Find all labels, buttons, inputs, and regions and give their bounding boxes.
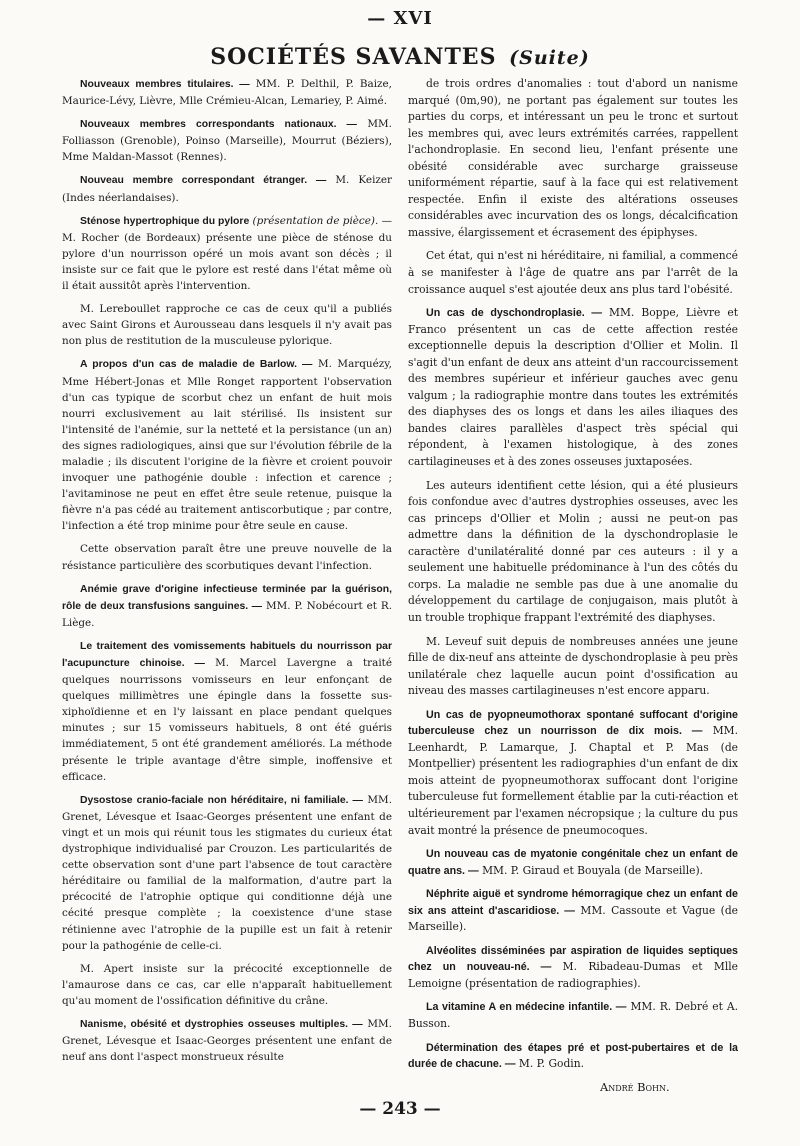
paragraph xyxy=(408,305,738,470)
entry-text: MM. Cassoute et Vague (de Marseille). xyxy=(408,903,738,934)
paragraph xyxy=(62,116,392,165)
paragraph xyxy=(408,943,738,993)
folio: — XVI xyxy=(367,8,433,29)
entry-text: MM. Grenet, Lévesque et Isaac-Georges présentent une enfant de vingt et un mois qui réunit tous les stigmates du curieux état dystrophique individualisé par Crouzon. Les particularités de cette observation sont d'une part l'absence de tout caractère héréditaire ou familial de la malformation, d'autre part la précocité de l'atrophie optique qui conditionne déjà une cécité presque complète ; la coexistence d'une stase rétinienne avec l'atrophie de la pupille est un fait à retenir pour la pathogénie de celle-ci. xyxy=(62,793,392,952)
paragraph xyxy=(62,581,392,631)
entry-text: M. Lereboullet rapproche ce cas de ceux qu'il a publiés avec Saint Girons et Aurousseau dans lesquels il n'y avait pas non plus de restitution de la musculeuse pylorique. xyxy=(62,303,392,348)
paragraph xyxy=(62,213,392,294)
entry-text: Cet état, qui n'est ni héréditaire, ni familial, a commencé à se manifester à l'âge de quatre ans par l'arrêt de la croissance auquel s'est ajoutée deux ans plus tard l'obésité. xyxy=(408,249,738,296)
right-column xyxy=(408,76,738,1082)
entry-heading: Un cas de dyschondroplasie. — xyxy=(426,307,603,320)
entry-text: Les auteurs identifient cette lésion, qui a été plusieurs fois confondue avec d'autres dystrophies osseuses, avec les cas princeps d'Ollier et Molin ; aussi ne peut-on pas admettre dans la définition de la dyschondroplasie le caractère d'unilatéralité donné par ces auteurs : il y a seulement une habituelle prédominance à l'un des côtés du corps. La maladie ne semble pas due à une anomalie du développement du cartilage de conjugaison, mais plutôt à un trouble trophique frappant l'extrémité des diaphyses. xyxy=(408,478,738,624)
entry-heading: Nouveaux membres correspondants nationaux. — xyxy=(80,119,357,131)
paragraph xyxy=(62,76,392,109)
paragraph xyxy=(408,846,738,879)
entry-heading: Nouveau membre correspondant étranger. — xyxy=(80,175,327,187)
entry-text: MM. Grenet, Lévesque et Isaac-Georges présentent une enfant de neuf ans dont l'aspect monstrueux résulte xyxy=(62,1017,392,1064)
entry-heading: Nanisme, obésité et dystrophies osseuses multiples. — xyxy=(80,1018,363,1030)
entry-heading: Un nouveau cas de myatonie congénitale chez un enfant de quatre ans. — xyxy=(408,848,738,877)
entry-heading: Néphrite aiguë et syndrome hémorragique chez un enfant de six ans atteint d'ascaridiose. — xyxy=(408,888,738,917)
paragraph xyxy=(408,1040,738,1073)
page-number: — 243 — xyxy=(359,1099,441,1119)
entry-text: de trois ordres d'anomalies : tout d'abord un nanisme marqué (0m,90), ne portant pas également sur toutes les parties du corps, et intéressant un peu le tronc et surtout les membres qui, avec leurs extrémités carrées, rappellent l'achondroplasie. En second lieu, l'enfant présente une obésité considérable avec surcharge graisseuse uniformément répartie, sauf à la face qui est relativement respectée. Enfin il existe des altérations osseuses considérables avec incurvation des os longs, décalcification massive, élargissement et écrasement des épiphyses. xyxy=(408,77,738,239)
paragraph xyxy=(408,478,738,627)
paragraph xyxy=(408,707,738,839)
entry-heading: La vitamine A en médecine infantile. — xyxy=(426,1001,627,1014)
entry-text: M. Keizer (Indes néerlandaises). xyxy=(62,174,392,204)
entry-text: M. Leveuf suit depuis de nombreuses années une jeune fille de dix-neuf ans atteinte de dyschondroplasie à peu près unilatérale chez laquelle aucun point d'ossification au niveau des masses cartilagineuses n'est encore apparu. xyxy=(408,634,738,698)
author-signature: André Bohn. xyxy=(600,1080,670,1094)
entry-heading: Détermination des étapes pré et post-pubertaires et de la durée de chacune. — xyxy=(408,1041,738,1071)
entry-text: M. Apert insiste sur la précocité exceptionnelle de l'amaurose dans ce cas, car elle n'apparaît habituellement qu'au moment de l'ossification définitive du crâne. xyxy=(62,962,392,1007)
paragraph xyxy=(62,792,392,954)
paragraph xyxy=(62,638,392,785)
paragraph xyxy=(408,999,738,1032)
entry-heading: Dysostose cranio-faciale non héréditaire, ni familiale. — xyxy=(80,794,363,806)
entry-heading: Alvéolites disséminées par aspiration de liquides septiques chez un nouveau-né. — xyxy=(408,944,738,974)
entry-text: MM. P. Delthil, P. Baize, Maurice-Lévy, Lièvre, Mlle Crémieu-Alcan, Lemariey, P. Aimé. xyxy=(62,78,392,108)
entry-heading: A propos d'un cas de maladie de Barlow. — xyxy=(80,359,313,371)
entry-text: M. Marquézy, Mme Hébert-Jonas et Mlle Ronget rapportent l'observation d'un cas typique de scorbut chez un enfant de huit mois nourri exclusivement au lait stérilisé. Ils insistent sur l'intensité de l'anémie, sur la netteté et la persistance (un an) des signes radiologiques, ainsi que sur l'évolution fébrile de la maladie ; ils discutent l'origine de la fièvre et croient pouvoir invoquer une pathogénie double : infection et carence ; l'avitaminose ne peut en effet être seule retenue, puisque la fièvre n'a pas cédé au traitement antiscorbutique ; par contre, l'infection a été trop minime pour être seule en cause. xyxy=(62,358,392,533)
paragraph xyxy=(62,961,392,1009)
entry-text: MM. Boppe, Lièvre et Franco présentent un cas de cette affection restée exceptionnelle depuis la description d'Ollier et Molin. Il s'agit d'un enfant de deux ans atteint d'un raccourcissement des membres supérieur et inférieur gauches avec genu valgum ; la radiographie montre dans toutes les extrémités des diaphyses des os longs et dans les ailes iliaques des bandes claires parallèles d'aspect très spécial qui répondent, à l'examen histologique, à des zones cartilagineuses et à des zones osseuses juxtaposées. xyxy=(408,306,738,469)
entry-text: Cette observation paraît être une preuve nouvelle de la résistance particulière des scorbutiques devant l'infection. xyxy=(62,543,392,572)
entry-heading: Anémie grave d'origine infectieuse terminée par la guérison, rôle de deux transfusions sanguines. — xyxy=(62,583,392,612)
entry-text: MM. P. Giraud et Bouyala (de Marseille). xyxy=(478,863,704,877)
entry-note: (présentation de pièce). xyxy=(249,214,379,227)
paragraph xyxy=(408,634,738,700)
paragraph xyxy=(62,172,392,205)
entry-heading: Nouveaux membres titulaires. — xyxy=(80,79,250,90)
paragraph xyxy=(62,541,392,573)
entry-heading: Le traitement des vomissements habituels du nourrisson par l'acupuncture chinoise. — xyxy=(62,640,392,669)
paragraph xyxy=(62,301,392,349)
paragraph xyxy=(408,248,738,298)
entry-heading: Sténose hypertrophique du pylore xyxy=(80,215,250,227)
entry-text: MM. P. Nobécourt et R. Liège. xyxy=(62,599,392,629)
paragraph xyxy=(408,886,738,936)
entry-text: MM. Folliasson (Grenoble), Poinso (Marseille), Mourrut (Béziers), Mme Maldan-Massot (Rennes). xyxy=(62,118,392,164)
section-title: SOCIÉTÉS SAVANTES xyxy=(210,44,497,70)
paragraph xyxy=(62,1016,392,1065)
entry-heading: Un cas de pyopneumothorax spontané suffocant d'origine tuberculeuse chez un nourrisson de dix mois. — xyxy=(408,708,738,738)
entry-text: — M. Rocher (de Bordeaux) présente une pièce de sténose du pylore d'un nourrisson opéré un mois avant son décès ; il insiste sur ce fait que le pylore est resté dans l'état même où il était aussitôt après l'intervention. xyxy=(62,214,392,293)
section-subtitle: (Suite) xyxy=(509,47,590,69)
entry-text: M. Ribadeau-Dumas et Mlle Lemoigne (présentation de radiographies). xyxy=(408,960,738,990)
entry-text: M. Marcel Lavergne a traité quelques nourrissons vomisseurs en leur enfonçant de quelques millimètres une épingle dans la fossette sus-xiphoïdienne et en l'y laissant en place pendant quelques minutes ; sur 15 vomisseurs habituels, 8 ont été guéris immédiatement, 5 ont été grandement améliorés. La méthode présente le triple avantage d'être simple, inoffensive et efficace. xyxy=(62,657,392,783)
paragraph xyxy=(62,356,392,534)
section-header xyxy=(0,44,800,70)
entry-text: MM. Leenhardt, P. Lamarque, J. Chaptal et P. Mas (de Montpellier) présentent les radiographies d'un enfant de dix mois atteint de pyopneumothorax suffocant dont l'origine tuberculeuse fut formellement établie par la cuti-réaction et ultérieurement par l'examen nécropsique ; la culture du pus avait montré la présence de pneumocoques. xyxy=(408,724,738,837)
entry-text: MM. R. Debré et A. Busson. xyxy=(408,1000,738,1030)
left-column xyxy=(62,76,392,1082)
entry-text: M. P. Godin. xyxy=(515,1057,584,1071)
paragraph xyxy=(408,76,738,241)
